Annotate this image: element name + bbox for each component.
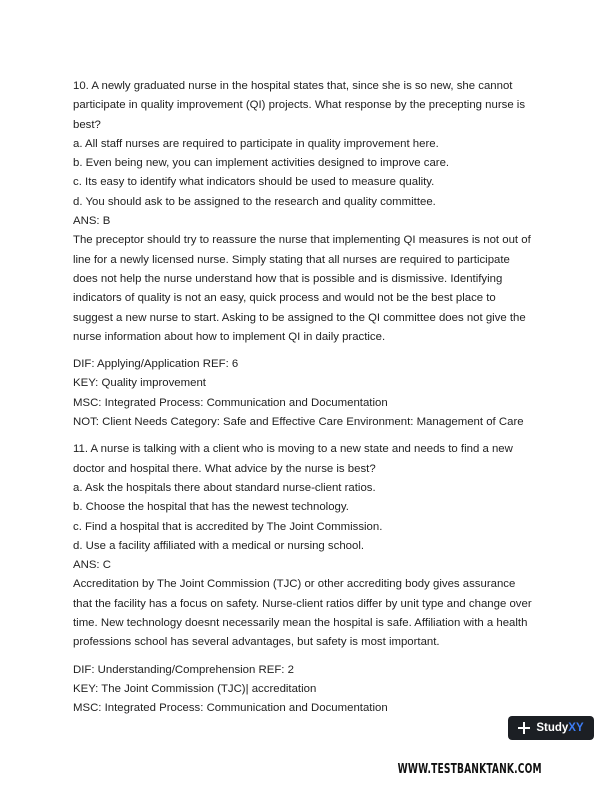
question-meta: [73, 355, 543, 432]
plus-icon: [518, 722, 530, 734]
text-line: professions school has several advantages, but safety is most important.: [73, 636, 440, 649]
rationale: [73, 231, 543, 347]
option-d: d. You should ask to be assigned to the research and quality committee.: [73, 195, 436, 208]
rationale: [73, 575, 543, 652]
text-line: Accreditation by The Joint Commission (TJC) or other accrediting body gives assurance: [73, 578, 516, 591]
text-line: suggest a new nurse to start. Asking to be assigned to the QI committee does not give the: [73, 311, 526, 324]
text-line: 11. A nurse is talking with a client who is moving to a new state and needs to find a new: [73, 443, 513, 456]
brand-accent: XY: [568, 722, 584, 734]
footer-url[interactable]: WWW.TESTBANKTANK.COM: [397, 762, 542, 777]
studyxy-badge[interactable]: [508, 716, 594, 740]
spacer: [73, 347, 543, 355]
question-11: [73, 440, 543, 718]
option-a: a. Ask the hospitals there about standard nurse-client ratios.: [73, 481, 376, 494]
answer-options: [73, 135, 543, 212]
question-stem: [73, 77, 543, 135]
text-line: does not help the nurse understand how that is possible and is dismissive. Identifying: [73, 272, 503, 285]
meta-key: KEY: The Joint Commission (TJC)| accreditation: [73, 682, 317, 695]
text-line: doctor and hospital there. What advice by the nurse is best?: [73, 462, 376, 475]
answer-key: ANS: C: [73, 559, 111, 572]
text-line: indicators of quality is not an easy, quick process and would not be the best place to: [73, 292, 496, 305]
meta-key: KEY: Quality improvement: [73, 377, 206, 390]
meta-not: NOT: Client Needs Category: Safe and Effective Care Environment: Management of Care: [73, 416, 524, 429]
text-line: that the facility has a focus on safety. Nurse-client ratios differ by unit type and change over: [73, 597, 532, 610]
spacer: [73, 653, 543, 661]
option-c: c. Find a hospital that is accredited by The Joint Commission.: [73, 520, 383, 533]
meta-msc: MSC: Integrated Process: Communication and Documentation: [73, 702, 388, 715]
text-line: participate in quality improvement (QI) projects. What response by the precepting nurse is: [73, 99, 526, 112]
question-meta: [73, 661, 543, 719]
meta-msc: MSC: Integrated Process: Communication and Documentation: [73, 396, 388, 409]
option-a: a. All staff nurses are required to participate in quality improvement here.: [73, 137, 439, 150]
brand-main: Study: [536, 722, 569, 734]
meta-dif: DIF: Understanding/Comprehension REF: 2: [73, 663, 294, 676]
document-body: [73, 77, 543, 719]
text-line: best?: [73, 118, 101, 131]
text-line: nurse information about how to implement QI in daily practice.: [73, 330, 386, 343]
meta-dif: DIF: Applying/Application REF: 6: [73, 358, 239, 371]
option-c: c. Its easy to identify what indicators should be used to measure quality.: [73, 176, 435, 189]
option-d: d. Use a facility affiliated with a medical or nursing school.: [73, 539, 365, 552]
spacer: [73, 432, 543, 440]
text-line: line for a newly licensed nurse. Simply stating that all nurses are required to participate: [73, 253, 510, 266]
answer-key: ANS: B: [73, 215, 111, 228]
text-line: time. New technology doesnt necessarily mean the hospital is safe. Affiliation with a health: [73, 617, 528, 630]
option-b: b. Choose the hospital that has the newest technology.: [73, 501, 349, 514]
text-line: The preceptor should try to reassure the nurse that implementing QI measures is not out of: [73, 234, 531, 247]
option-b: b. Even being new, you can implement activities designed to improve care.: [73, 157, 450, 170]
text-line: 10. A newly graduated nurse in the hospital states that, since she is so new, she cannot: [73, 80, 513, 92]
question-stem: [73, 440, 543, 479]
answer-options: [73, 479, 543, 556]
question-10: [73, 77, 543, 432]
